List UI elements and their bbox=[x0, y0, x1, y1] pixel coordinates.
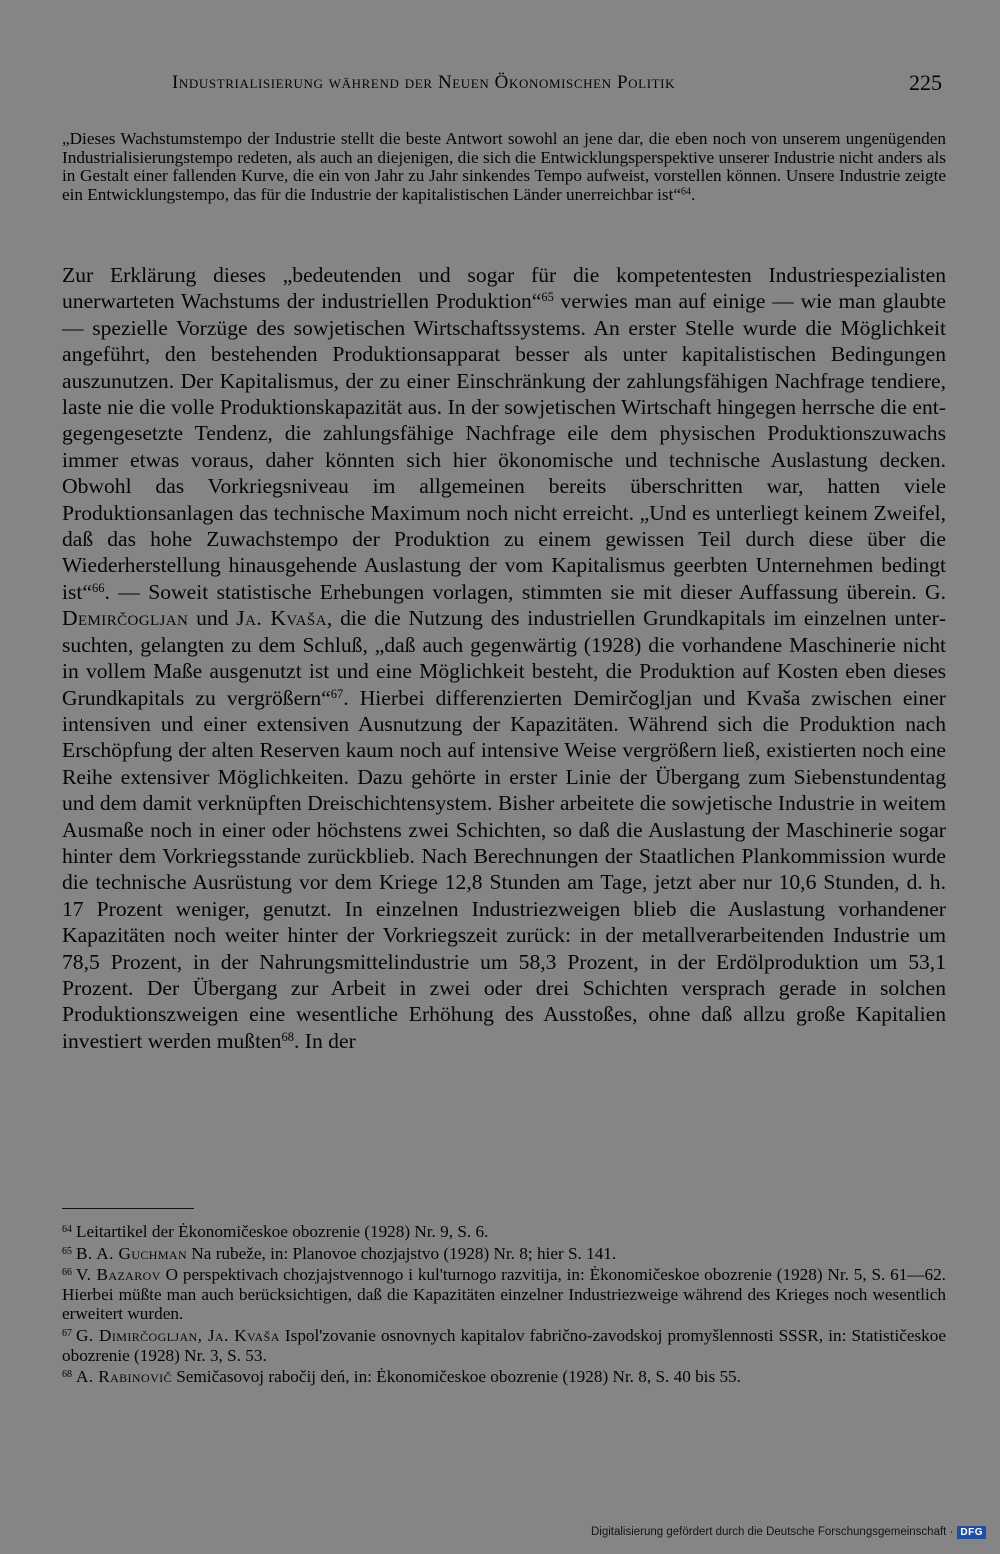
footnote-author: B. A. Guchman bbox=[76, 1243, 188, 1263]
footnote-author: V. Bazarov bbox=[76, 1265, 161, 1285]
footnote-text: Semičasovoj rabočij deń, in: Ėkonomičeskoe obozrenie (1928) Nr. 8, S. 40 bis 55. bbox=[171, 1367, 741, 1387]
footnotes bbox=[62, 1220, 946, 1387]
footnote-68 bbox=[62, 1365, 946, 1387]
footnote-text: O perspektivach chozjajstvennogo i kul'turnogo razvitija, in: Ėkonomičeskoe obozrenie (1928) Nr. 5, S. 61—62. Hierbei müßte man auch berücksichtigen, daß die Kapazitäten einzelner Industriezweige während des Krieges noch wesentlich erweitert wurden. bbox=[62, 1265, 946, 1324]
footnote-marker: 64 bbox=[62, 1224, 72, 1235]
body-paragraph bbox=[62, 262, 946, 1054]
footnote-64 bbox=[62, 1220, 946, 1242]
dfg-logo: DFG bbox=[957, 1526, 986, 1539]
footnote-ref-68: 68 bbox=[281, 1029, 294, 1044]
body-text-7: . In der bbox=[294, 1028, 356, 1053]
block-quote bbox=[62, 130, 946, 204]
author-name-kvasa: Ja. Kvaša bbox=[236, 606, 327, 631]
page-number: 225 bbox=[909, 70, 942, 95]
footnote-ref-67: 67 bbox=[330, 686, 344, 701]
body-text-5: , die die Nutzung des industriellen Grundkapitals im einzelnen untersuchten, gelangten zu dem Schluß, „daß auch gegenwärtig (1928) die vorhandene Maschinerie nicht in vollem Maße ausgenutzt ist und eine Möglichkeit besteht, die Produktion auf Kosten eben dieses Grundkapitals zu vergrößern“ bbox=[62, 606, 947, 710]
running-title: Industrialisierung während der Neuen Ökonomischen Politik bbox=[172, 72, 676, 93]
footnote-marker: 66 bbox=[62, 1267, 72, 1279]
body-text-4: und bbox=[188, 606, 237, 631]
footnote-text: Na rubeže, in: Planovoe chozjajstvo (1928) Nr. 8; hier S. 141. bbox=[187, 1243, 617, 1263]
footnote-marker: 65 bbox=[62, 1245, 72, 1257]
quote-end: . bbox=[691, 184, 696, 204]
digitization-credit bbox=[591, 1522, 986, 1542]
footnote-ref-65: 65 bbox=[541, 290, 554, 305]
body-text-1: Zur Erklärung dieses „bedeutenden und sogar für die kompetentesten Industriespezialisten unerwarteten Wachstums der industriellen Produktion“ bbox=[62, 263, 946, 314]
footnote-text: Ispol'zovanie osnovnych kapitalov fabrično-zavodskoj promyšlennosti SSSR, in: Statističeskoe obozrenie (1928) Nr. 3, S. 53. bbox=[62, 1325, 946, 1365]
footnote-marker: 68 bbox=[62, 1369, 72, 1381]
footnote-65 bbox=[62, 1242, 946, 1264]
footnote-divider bbox=[62, 1208, 194, 1209]
footnote-ref-64: 64 bbox=[681, 186, 691, 198]
footnote-marker: 67 bbox=[62, 1327, 72, 1339]
footnote-66 bbox=[62, 1263, 946, 1324]
author-name-demircogljan: Demirčogljan bbox=[62, 606, 189, 631]
footnote-ref-66: 66 bbox=[92, 581, 105, 595]
credit-text: Digitalisierung gefördert durch die Deutsche Forschungsgemeinschaft · bbox=[590, 1526, 954, 1538]
body-text-2: verwies man auf einige — wie man glaubte — spezielle Vorzüge des sowjetischen Wirtschaftssystems. An erster Stelle wurde die Möglichkeit angeführt, den bestehenden Produktionsapparat besser als unter kapitalistischen Bedingungen auszunutzen. Der Kapitalismus, der zu einer Einschränkung der zahlungsfähigen Nachfrage tendiere, laste nie die volle Produktionskapazität aus. In der sowjetischen Wirtschaft hingegen herrsche die entgegengesetzte Tendenz, die zahlungsfähige Nachfrage eile dem physischen Produktionszuwachs immer etwas voraus, daher könnten sich hier ökonomische und technische Auslastung decken. Obwohl das Vorkriegsniveau im allgemeinen bereits überschritten war, hatten viele Produktionsanlagen das technische Maximum noch nicht erreicht. „Und es unterliegt keinem Zweifel, daß das hohe Zuwachstempo der Produktion zu einem gewissen Teil durch diese über die Wiederherstellung hinausgehende Auslastung der vom Kapitalismus geerbten Unternehmen bedingt ist“ bbox=[62, 289, 946, 604]
body-text-6: . Hierbei differenzierten Demirčogljan und Kvaša zwischen einer intensiven und einer extensiven Ausnutzung der Kapazitäten. Während sich die Produktion nach Erschöpfung der alten Reserven kaum noch auf intensive Weise vergrößern ließ, existierten noch eine Reihe extensiver Möglichkeiten. Dazu gehörte in erster Linie der Übergang zum Siebenstundentag und dem damit verknüpften Dreischichtensystem. Bisher arbeitete die sowjetische Industrie in weitem Ausmaße noch in einer oder höchstens zwei Schichten, so daß die Auslastung der Maschinerie sogar hinter dem Vorkriegsstande zurückblieb. Nach Berechnungen der Staatlichen Plankommission wurde die technische Ausrüstung vor dem Kriege 12,8 Stunden am Tage, jetzt aber nur 10,6 Stunden, d. h. 17 Prozent weniger, genutzt. In einzelnen Industriezweigen blieb die Auslastung vorhandener Kapazitäten noch weiter hinter der Vorkriegszeit zurück: in der metallverarbeitenden Industrie um 78,5 Prozent, in der Nahrungsmittelindustrie um 58,3 Prozent, in der Erdölproduktion um 53,1 Prozent. Der Übergang zur Arbeit in zwei oder drei Schichten versprach gerade in solchen Produktionszweigen eine wesentliche Erhöhung des Ausstoßes, ohne daß allzu große Kapitalien investiert werden mußten bbox=[62, 685, 946, 1053]
running-head bbox=[172, 70, 942, 98]
footnote-author: G. Dimirčogljan, Ja. Kvaša bbox=[76, 1325, 280, 1345]
quote-text: „Dieses Wachstumstempo der Industrie stellt die beste Antwort sowohl an jene dar, die eben noch von unserem ungenügenden Industrialisierungstempo redeten, als auch an diejenigen, die sich die Entwicklungsperspektive unserer Industrie nicht anders als in Gestalt einer fallenden Kurve, die ein von Jahr zu Jahr sinkendes Tempo aufweist, vorstellen können. Unsere Industrie zeigte ein Entwicklungstempo, das für die Industrie der kapitalistischen Länder unerreichbar ist“ bbox=[62, 129, 946, 204]
body-text-3: . — Soweit statistische Erhebungen vorlagen, stimmten sie mit dieser Auffassung überein. G. bbox=[104, 579, 946, 604]
footnote-author: A. Rabinovič bbox=[76, 1367, 172, 1387]
footnote-67 bbox=[62, 1324, 946, 1365]
footnote-text: Leitartikel der Ėkonomičeskoe obozrenie (1928) Nr. 9, S. 6. bbox=[76, 1222, 489, 1241]
